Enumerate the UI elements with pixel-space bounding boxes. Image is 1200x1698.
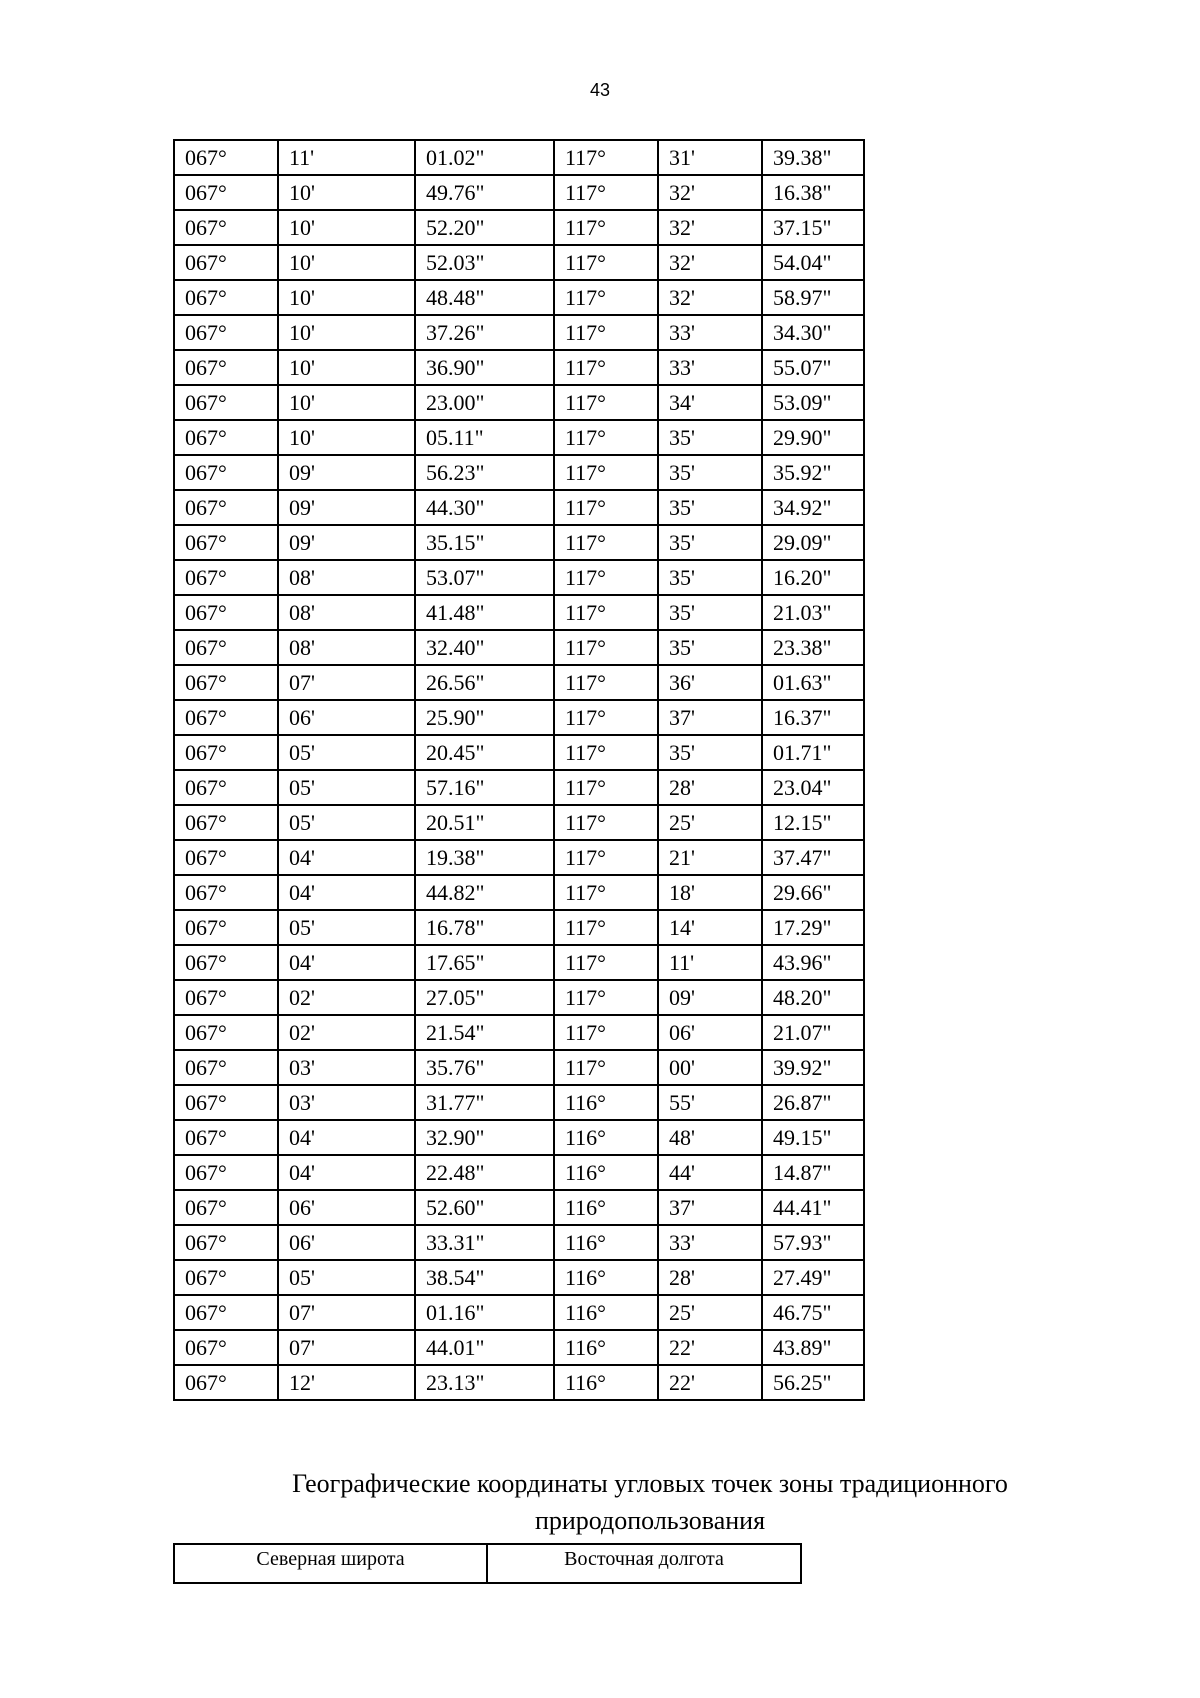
- lat-sec-cell: 53.07": [415, 560, 554, 595]
- lon-sec-cell: 29.90": [762, 420, 864, 455]
- lat-sec-cell: 22.48": [415, 1155, 554, 1190]
- lon-deg-cell: 116°: [554, 1330, 658, 1365]
- lon-deg-cell: 117°: [554, 840, 658, 875]
- lon-deg-cell: 117°: [554, 595, 658, 630]
- table-row: [174, 840, 864, 875]
- table-row: [174, 1295, 864, 1330]
- lat-min-cell: 07': [278, 1330, 415, 1365]
- table-row: [174, 1365, 864, 1400]
- header-row: [174, 1544, 801, 1583]
- lon-deg-cell: 117°: [554, 875, 658, 910]
- heading-line-2: природопользования: [534, 1506, 766, 1535]
- lon-sec-cell: 39.38": [762, 140, 864, 175]
- lat-sec-cell: 52.03": [415, 245, 554, 280]
- lon-sec-cell: 46.75": [762, 1295, 864, 1330]
- lat-min-cell: 10': [278, 210, 415, 245]
- lat-deg-cell: 067°: [174, 1260, 278, 1295]
- lat-sec-cell: 01.02": [415, 140, 554, 175]
- lat-sec-cell: 20.51": [415, 805, 554, 840]
- lat-sec-cell: 57.16": [415, 770, 554, 805]
- lat-min-cell: 10': [278, 280, 415, 315]
- lon-deg-cell: 117°: [554, 735, 658, 770]
- lat-deg-cell: 067°: [174, 1365, 278, 1400]
- lon-deg-cell: 117°: [554, 140, 658, 175]
- lon-deg-cell: 117°: [554, 1015, 658, 1050]
- lon-sec-cell: 21.07": [762, 1015, 864, 1050]
- table-row: [174, 525, 864, 560]
- lat-min-cell: 05': [278, 1260, 415, 1295]
- lon-min-cell: 36': [658, 665, 762, 700]
- lat-min-cell: 09': [278, 455, 415, 490]
- lat-min-cell: 08': [278, 560, 415, 595]
- lat-min-cell: 02': [278, 980, 415, 1015]
- lon-sec-cell: 54.04": [762, 245, 864, 280]
- lat-deg-cell: 067°: [174, 175, 278, 210]
- lat-sec-cell: 23.13": [415, 1365, 554, 1400]
- lon-deg-cell: 117°: [554, 1050, 658, 1085]
- lat-sec-cell: 35.15": [415, 525, 554, 560]
- lon-min-cell: 11': [658, 945, 762, 980]
- lon-deg-cell: 116°: [554, 1190, 658, 1225]
- lat-min-cell: 07': [278, 665, 415, 700]
- lon-sec-cell: 14.87": [762, 1155, 864, 1190]
- lat-min-cell: 12': [278, 1365, 415, 1400]
- lat-deg-cell: 067°: [174, 1330, 278, 1365]
- lon-min-cell: 06': [658, 1015, 762, 1050]
- lon-deg-cell: 117°: [554, 245, 658, 280]
- lat-deg-cell: 067°: [174, 665, 278, 700]
- table-row: [174, 385, 864, 420]
- lat-sec-cell: 44.01": [415, 1330, 554, 1365]
- table-row: [174, 910, 864, 945]
- table-row: [174, 1260, 864, 1295]
- lon-sec-cell: 16.37": [762, 700, 864, 735]
- lat-sec-cell: 38.54": [415, 1260, 554, 1295]
- lat-deg-cell: 067°: [174, 385, 278, 420]
- lat-sec-cell: 26.56": [415, 665, 554, 700]
- lon-min-cell: 35': [658, 525, 762, 560]
- lon-sec-cell: 01.71": [762, 735, 864, 770]
- lon-min-cell: 44': [658, 1155, 762, 1190]
- lon-min-cell: 35': [658, 490, 762, 525]
- lat-deg-cell: 067°: [174, 595, 278, 630]
- lon-min-cell: 37': [658, 1190, 762, 1225]
- lat-deg-cell: 067°: [174, 1225, 278, 1260]
- lat-deg-cell: 067°: [174, 350, 278, 385]
- lon-deg-cell: 117°: [554, 770, 658, 805]
- lat-deg-cell: 067°: [174, 1155, 278, 1190]
- table-row: [174, 700, 864, 735]
- table-row: [174, 315, 864, 350]
- lat-sec-cell: 33.31": [415, 1225, 554, 1260]
- lat-sec-cell: 31.77": [415, 1085, 554, 1120]
- lat-deg-cell: 067°: [174, 560, 278, 595]
- lon-min-cell: 28': [658, 770, 762, 805]
- lat-min-cell: 03': [278, 1050, 415, 1085]
- lon-deg-cell: 117°: [554, 490, 658, 525]
- lon-deg-cell: 117°: [554, 385, 658, 420]
- lat-deg-cell: 067°: [174, 1190, 278, 1225]
- table-row: [174, 1085, 864, 1120]
- lon-sec-cell: 49.15": [762, 1120, 864, 1155]
- lat-deg-cell: 067°: [174, 280, 278, 315]
- lon-min-cell: 35': [658, 595, 762, 630]
- table-row: [174, 1015, 864, 1050]
- lon-sec-cell: 23.38": [762, 630, 864, 665]
- lon-sec-cell: 43.89": [762, 1330, 864, 1365]
- lat-deg-cell: 067°: [174, 805, 278, 840]
- lat-min-cell: 04': [278, 1120, 415, 1155]
- lon-sec-cell: 53.09": [762, 385, 864, 420]
- lat-sec-cell: 19.38": [415, 840, 554, 875]
- lat-sec-cell: 41.48": [415, 595, 554, 630]
- header-north-latitude: Северная широта: [174, 1544, 487, 1583]
- lon-sec-cell: 35.92": [762, 455, 864, 490]
- lon-min-cell: 33': [658, 315, 762, 350]
- lat-sec-cell: 56.23": [415, 455, 554, 490]
- lon-deg-cell: 117°: [554, 945, 658, 980]
- lat-deg-cell: 067°: [174, 1085, 278, 1120]
- lat-sec-cell: 05.11": [415, 420, 554, 455]
- lat-min-cell: 10': [278, 420, 415, 455]
- lat-min-cell: 03': [278, 1085, 415, 1120]
- lat-sec-cell: 49.76": [415, 175, 554, 210]
- lat-min-cell: 07': [278, 1295, 415, 1330]
- lon-deg-cell: 117°: [554, 700, 658, 735]
- lat-sec-cell: 16.78": [415, 910, 554, 945]
- lat-min-cell: 05': [278, 770, 415, 805]
- lat-deg-cell: 067°: [174, 1295, 278, 1330]
- lat-sec-cell: 32.90": [415, 1120, 554, 1155]
- lat-deg-cell: 067°: [174, 455, 278, 490]
- lat-deg-cell: 067°: [174, 840, 278, 875]
- lat-sec-cell: 23.00": [415, 385, 554, 420]
- table-row: [174, 1330, 864, 1365]
- lat-min-cell: 10': [278, 315, 415, 350]
- heading-line-1: Географические координаты угловых точек зоны традиционного: [292, 1469, 1008, 1498]
- table-row: [174, 1155, 864, 1190]
- lat-sec-cell: 52.60": [415, 1190, 554, 1225]
- lon-min-cell: 37': [658, 700, 762, 735]
- table-row: [174, 735, 864, 770]
- lon-min-cell: 48': [658, 1120, 762, 1155]
- lon-min-cell: 32': [658, 175, 762, 210]
- table-row: [174, 420, 864, 455]
- lon-deg-cell: 117°: [554, 525, 658, 560]
- lon-min-cell: 18': [658, 875, 762, 910]
- lat-sec-cell: 20.45": [415, 735, 554, 770]
- lat-sec-cell: 21.54": [415, 1015, 554, 1050]
- lat-deg-cell: 067°: [174, 1015, 278, 1050]
- lat-sec-cell: 27.05": [415, 980, 554, 1015]
- lon-min-cell: 35': [658, 455, 762, 490]
- lon-deg-cell: 117°: [554, 630, 658, 665]
- lon-min-cell: 32': [658, 245, 762, 280]
- lon-min-cell: 35': [658, 630, 762, 665]
- lon-min-cell: 31': [658, 140, 762, 175]
- lat-deg-cell: 067°: [174, 630, 278, 665]
- lon-sec-cell: 34.30": [762, 315, 864, 350]
- table-row: [174, 980, 864, 1015]
- lon-min-cell: 35': [658, 735, 762, 770]
- lat-deg-cell: 067°: [174, 980, 278, 1015]
- lon-deg-cell: 116°: [554, 1085, 658, 1120]
- lon-min-cell: 33': [658, 1225, 762, 1260]
- lon-min-cell: 00': [658, 1050, 762, 1085]
- lon-deg-cell: 117°: [554, 805, 658, 840]
- lat-sec-cell: 35.76": [415, 1050, 554, 1085]
- section-heading: [130, 1465, 1170, 1539]
- lat-sec-cell: 32.40": [415, 630, 554, 665]
- table-row: [174, 805, 864, 840]
- lon-sec-cell: 39.92": [762, 1050, 864, 1085]
- lon-min-cell: 35': [658, 420, 762, 455]
- lon-sec-cell: 29.66": [762, 875, 864, 910]
- lat-sec-cell: 17.65": [415, 945, 554, 980]
- table-row: [174, 560, 864, 595]
- table-row: [174, 595, 864, 630]
- table-row: [174, 175, 864, 210]
- lon-deg-cell: 117°: [554, 665, 658, 700]
- lat-deg-cell: 067°: [174, 1120, 278, 1155]
- lon-sec-cell: 44.41": [762, 1190, 864, 1225]
- lon-sec-cell: 34.92": [762, 490, 864, 525]
- header-east-longitude: Восточная долгота: [487, 1544, 801, 1583]
- lat-sec-cell: 48.48": [415, 280, 554, 315]
- lon-deg-cell: 116°: [554, 1120, 658, 1155]
- table-row: [174, 210, 864, 245]
- lon-min-cell: 34': [658, 385, 762, 420]
- lat-min-cell: 09': [278, 490, 415, 525]
- lat-sec-cell: 52.20": [415, 210, 554, 245]
- lat-min-cell: 10': [278, 175, 415, 210]
- lat-deg-cell: 067°: [174, 700, 278, 735]
- lon-sec-cell: 27.49": [762, 1260, 864, 1295]
- lon-deg-cell: 117°: [554, 420, 658, 455]
- table-row: [174, 140, 864, 175]
- lon-deg-cell: 117°: [554, 910, 658, 945]
- lon-min-cell: 33': [658, 350, 762, 385]
- lon-sec-cell: 55.07": [762, 350, 864, 385]
- table-row: [174, 1120, 864, 1155]
- lat-deg-cell: 067°: [174, 875, 278, 910]
- lat-deg-cell: 067°: [174, 420, 278, 455]
- lon-deg-cell: 117°: [554, 980, 658, 1015]
- lon-sec-cell: 37.47": [762, 840, 864, 875]
- lon-deg-cell: 116°: [554, 1155, 658, 1190]
- lat-min-cell: 08': [278, 595, 415, 630]
- lon-deg-cell: 117°: [554, 315, 658, 350]
- lat-min-cell: 04': [278, 945, 415, 980]
- lat-min-cell: 05': [278, 805, 415, 840]
- lon-min-cell: 35': [658, 560, 762, 595]
- lon-min-cell: 14': [658, 910, 762, 945]
- lat-min-cell: 10': [278, 385, 415, 420]
- lat-min-cell: 06': [278, 1225, 415, 1260]
- lon-sec-cell: 01.63": [762, 665, 864, 700]
- lat-min-cell: 10': [278, 350, 415, 385]
- lon-min-cell: 32': [658, 280, 762, 315]
- lat-min-cell: 05': [278, 910, 415, 945]
- table-row: [174, 1190, 864, 1225]
- table-row: [174, 665, 864, 700]
- lat-min-cell: 08': [278, 630, 415, 665]
- table-row: [174, 490, 864, 525]
- lon-sec-cell: 12.15": [762, 805, 864, 840]
- lat-deg-cell: 067°: [174, 140, 278, 175]
- lon-deg-cell: 117°: [554, 350, 658, 385]
- lat-deg-cell: 067°: [174, 1050, 278, 1085]
- lon-deg-cell: 116°: [554, 1295, 658, 1330]
- lon-min-cell: 22': [658, 1365, 762, 1400]
- page-number: 43: [589, 80, 611, 100]
- lon-sec-cell: 57.93": [762, 1225, 864, 1260]
- lon-sec-cell: 29.09": [762, 525, 864, 560]
- lon-deg-cell: 117°: [554, 175, 658, 210]
- lon-sec-cell: 26.87": [762, 1085, 864, 1120]
- lon-sec-cell: 16.38": [762, 175, 864, 210]
- lon-min-cell: 55': [658, 1085, 762, 1120]
- lat-min-cell: 11': [278, 140, 415, 175]
- lon-sec-cell: 56.25": [762, 1365, 864, 1400]
- table-row: [174, 245, 864, 280]
- lat-deg-cell: 067°: [174, 210, 278, 245]
- lon-sec-cell: 21.03": [762, 595, 864, 630]
- lat-sec-cell: 25.90": [415, 700, 554, 735]
- table-row: [174, 1050, 864, 1085]
- lat-min-cell: 05': [278, 735, 415, 770]
- table-row: [174, 280, 864, 315]
- lon-deg-cell: 116°: [554, 1365, 658, 1400]
- lat-sec-cell: 44.82": [415, 875, 554, 910]
- lon-min-cell: 09': [658, 980, 762, 1015]
- lat-deg-cell: 067°: [174, 735, 278, 770]
- lat-sec-cell: 37.26": [415, 315, 554, 350]
- table-row: [174, 455, 864, 490]
- lon-min-cell: 25': [658, 805, 762, 840]
- lon-deg-cell: 117°: [554, 455, 658, 490]
- lon-min-cell: 28': [658, 1260, 762, 1295]
- lat-min-cell: 04': [278, 840, 415, 875]
- table-row: [174, 875, 864, 910]
- lon-deg-cell: 117°: [554, 210, 658, 245]
- lon-min-cell: 21': [658, 840, 762, 875]
- table-row: [174, 945, 864, 980]
- lat-sec-cell: 44.30": [415, 490, 554, 525]
- lon-deg-cell: 117°: [554, 280, 658, 315]
- lat-deg-cell: 067°: [174, 945, 278, 980]
- lon-sec-cell: 37.15": [762, 210, 864, 245]
- lat-sec-cell: 36.90": [415, 350, 554, 385]
- lat-deg-cell: 067°: [174, 315, 278, 350]
- lat-min-cell: 02': [278, 1015, 415, 1050]
- lat-deg-cell: 067°: [174, 490, 278, 525]
- lat-deg-cell: 067°: [174, 770, 278, 805]
- coordinates-header-table: [173, 1543, 802, 1584]
- lon-sec-cell: 43.96": [762, 945, 864, 980]
- table-row: [174, 770, 864, 805]
- table-row: [174, 350, 864, 385]
- lat-min-cell: 04': [278, 1155, 415, 1190]
- lon-sec-cell: 16.20": [762, 560, 864, 595]
- lon-deg-cell: 116°: [554, 1225, 658, 1260]
- lon-sec-cell: 48.20": [762, 980, 864, 1015]
- table-row: [174, 630, 864, 665]
- lon-min-cell: 32': [658, 210, 762, 245]
- lon-min-cell: 25': [658, 1295, 762, 1330]
- lon-deg-cell: 117°: [554, 560, 658, 595]
- lat-min-cell: 06': [278, 1190, 415, 1225]
- lat-min-cell: 09': [278, 525, 415, 560]
- lat-min-cell: 10': [278, 245, 415, 280]
- lon-deg-cell: 116°: [554, 1260, 658, 1295]
- table-row: [174, 1225, 864, 1260]
- lat-deg-cell: 067°: [174, 525, 278, 560]
- lon-sec-cell: 58.97": [762, 280, 864, 315]
- coordinates-table: [173, 139, 865, 1401]
- lat-deg-cell: 067°: [174, 910, 278, 945]
- lat-min-cell: 06': [278, 700, 415, 735]
- lon-sec-cell: 23.04": [762, 770, 864, 805]
- lat-sec-cell: 01.16": [415, 1295, 554, 1330]
- lon-sec-cell: 17.29": [762, 910, 864, 945]
- lat-min-cell: 04': [278, 875, 415, 910]
- lon-min-cell: 22': [658, 1330, 762, 1365]
- lat-deg-cell: 067°: [174, 245, 278, 280]
